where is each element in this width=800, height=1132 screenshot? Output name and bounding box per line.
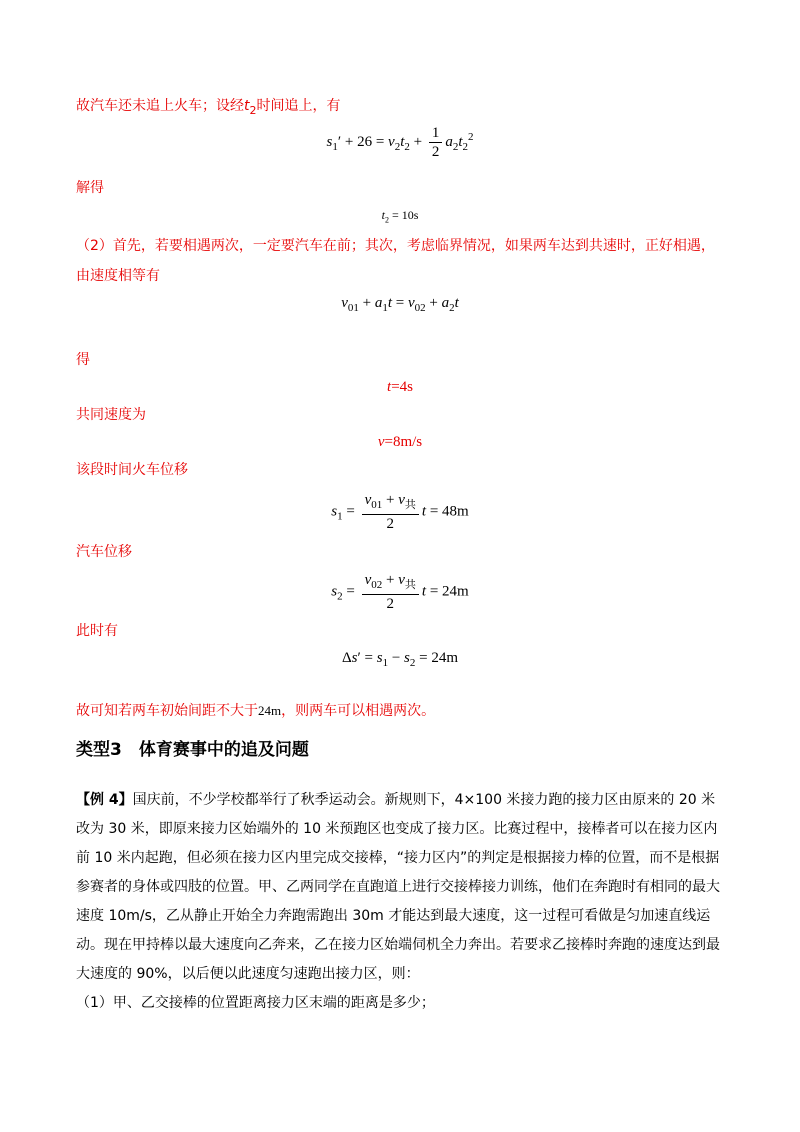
equation-2: $t_2 = 10s$	[381, 208, 419, 225]
equation-8: $\Delta s' = s_1 - s_2 = 24m$	[341, 650, 459, 669]
example-body	[76, 786, 726, 1018]
text-conclusion: 故可知若两车初始间距不大于24m，则两车可以相遇两次。	[76, 703, 436, 719]
text-common-speed: 共同速度为	[76, 407, 146, 423]
section-heading: 类型3 体育赛事中的追及问题	[76, 740, 309, 760]
equation-7: $s_2$ = $\frac{v_{02} + v_共}{2}$ t = 24m	[331, 572, 469, 612]
example-label: 【例 4】	[76, 792, 133, 808]
equation-5: v=8m/s	[377, 434, 423, 450]
text-solve: 解得	[76, 180, 104, 196]
text-part2-line2: 由速度相等有	[76, 268, 160, 284]
example-paragraph: 【例 4】国庆前，不少学校都举行了秋季运动会。新规则下，4×100 米接力跑的接力区由原来的 20 米改为 30 米，即原来接力区始端外的 10 米预跑区也变成了接力区。比赛过程中，接棒者可以在接力区内前 10 米内起跑，但必须在接力区内里完成交接棒，“接力区内”的判定是根据接力棒的位置，而不是根据参赛者的身体或四肢的位置。甲、乙两同学在直跑道上进行交接棒接力训练，他们在奔跑时有相同的最大速度 10m/s，乙从静止开始全力奔跑需跑出 30m 才能达到最大速度，这一过程可看做是匀加速直线运动。现在甲持棒以最大速度向乙奔来，乙在接力区始端伺机全力奔出。若要求乙接棒时奔跑的速度达到最大速度的 90%，以后便以此速度匀速跑出接力区，则：	[76, 792, 720, 982]
equation-6: $s_1$ = $\frac{v_{01} + v_共}{2}$ t = 48m	[331, 492, 469, 532]
text-part2-line1: （2）首先，若要相遇两次，一定要汽车在前；其次，考虑临界情况，如果两车达到共速时，正好相遇，	[76, 238, 715, 254]
equation-3: $v_{01} + a_1t = v_{02} + a_2t$	[341, 295, 459, 314]
text-train-displacement: 该段时间火车位移	[76, 462, 188, 478]
text-at-this-time: 此时有	[76, 623, 118, 639]
equation-4: t=4s	[387, 379, 413, 395]
example-question-1: （1）甲、乙交接棒的位置距离接力区末端的距离是多少；	[76, 995, 435, 1011]
text-get: 得	[76, 352, 90, 368]
text-car-displacement: 汽车位移	[76, 544, 132, 560]
equation-1: $s_1' + 26 = v_2t_2$ + $\frac{1}{2}$ $a_2t_2^2$	[326, 125, 474, 160]
text-line-1: 故汽车还未追上火车；设经$t_2$时间追上，有	[76, 98, 341, 117]
